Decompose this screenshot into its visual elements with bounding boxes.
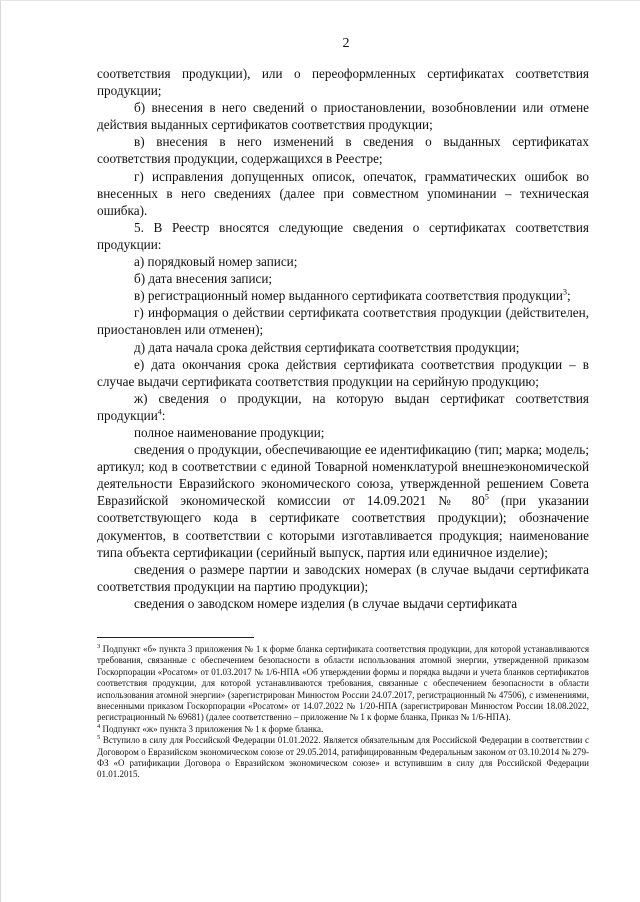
paragraph-text: г) исправления допущенных описок, опечаток, грамматических ошибок во внесенных в него сведениях (далее при совместном упоминании – техническая ошибка).	[97, 168, 589, 218]
paragraph	[97, 424, 589, 441]
paragraph-text: соответствия продукции), или о переоформленных сертификатах соответствия продукции;	[97, 66, 589, 99]
paragraph-text: д) дата начала срока действия сертификата соответствия продукции;	[134, 339, 520, 355]
paragraph-text: сведения о продукции, обеспечивающие ее идентификацию (тип; марка; модель; артикул; код в соответствии с единой Товарной номенклатурой внешнеэкономической деятельности Евразийского экономического союза, утвержденной решением Совета Евразийской экономической комиссии от 14.09.2021 № 80	[97, 442, 589, 509]
paragraph-text: в) регистрационный номер выданного сертификата соответствия продукции	[134, 288, 563, 304]
document-body	[97, 65, 589, 612]
footnote	[97, 735, 589, 781]
paragraph-text: сведения о заводском номере изделия (в случае выдачи сертификата	[134, 595, 518, 611]
footnote-reference: 4	[157, 407, 162, 417]
footnote-mark: 5	[97, 734, 101, 742]
paragraph	[97, 561, 589, 595]
paragraph	[97, 133, 589, 167]
paragraph	[97, 356, 589, 390]
paragraph	[97, 219, 589, 253]
paragraph	[97, 339, 589, 356]
paragraph	[97, 287, 589, 304]
paragraph	[97, 99, 589, 133]
footnote	[97, 644, 589, 724]
paragraph-text: ж) сведения о продукции, на которую выдан сертификат соответствия продукции	[97, 390, 589, 423]
paragraph-text: 5. В Реестр вносятся следующие сведения о сертификатах соответствия продукции:	[97, 219, 589, 252]
paragraph-text-continued: (при указании соответствующего кода в сертификате соответствия продукции); обозначение документов, в соответствии с которыми изготавливается продукция; наименование типа объекта сертификации (серийный выпуск, партия или единичное изделие);	[97, 493, 589, 560]
footnote-mark: 3	[97, 643, 101, 650]
paragraph	[97, 270, 589, 287]
paragraph-text: полное наименование продукции;	[134, 424, 325, 440]
page-number: 2	[342, 36, 350, 51]
footnotes	[97, 644, 589, 781]
paragraph-text: е) дата окончания срока действия сертификата соответствия продукции – в случае выдачи сертификата соответствия продукции на серийную продукцию;	[97, 356, 589, 389]
paragraph-text: в) внесения в него изменений в сведения о выданных сертификатах соответствия продукции, содержащихся в Реестре;	[97, 134, 589, 167]
footnote-separator	[97, 637, 254, 638]
paragraph	[97, 304, 589, 338]
footnote-text: Подпункт «б» пункта 3 приложения № 1 к форме бланка сертификата соответствия продукции, для которой устанавливаются требования, связанные с обеспечением безопасности в области использования атомной энергии, утвержденной приказом Госкорпорации «Росатом» от 01.03.2017 № 1/6-НПА «Об утверждении формы и порядка выдачи и учета бланков сертификатов соответствия продукции, для которой устанавливаются требования, связанные с обеспечением безопасности в области использования атомной энергии» (зарегистрирован Минюстом России 24.07.2017, регистрационный № 47506), с изменениями, внесенными приказом Госкорпорации «Росатом» от 14.07.2022 № 1/20-НПА (зарегистрирован Минюстом России 18.08.2022, регистрационный № 69681) (далее соответственно – приложение № 1 к форме бланка, Приказ № 1/6-НПА).	[97, 644, 589, 723]
paragraph-text-continued: ;	[566, 288, 571, 304]
paragraph-text: б) внесения в него сведений о приостановлении, возобновлении или отмене действия выданных сертификатов соответствия продукции;	[97, 100, 589, 133]
paragraph	[97, 595, 589, 612]
paragraph-text-continued: :	[161, 407, 166, 423]
footnote-reference: 5	[484, 492, 489, 502]
paragraph	[97, 168, 589, 219]
paragraph-text: г) информация о действии сертификата соответствия продукции (действителен, приостановлен или отменен);	[97, 305, 589, 338]
paragraph	[97, 65, 589, 99]
paragraph	[97, 390, 589, 424]
footnote-mark: 4	[97, 722, 101, 730]
footnote-text: Вступило в силу для Российской Федерации 01.01.2022. Является обязательным для Российской Федерации в соответствии с Договором о Евразийском экономическом союзе от 29.05.2014, ратифицированным Федеральным законом от 03.10.2014 № 279-ФЗ «О ратификации Договора о Евразийском экономическом союзе» и вступившим в силу для Российской Федерации 01.01.2015.	[97, 735, 589, 780]
paragraph	[97, 441, 589, 561]
footnote-reference: 3	[562, 287, 567, 297]
paragraph	[97, 253, 589, 270]
footnote-text: Подпункт «ж» пункта 3 приложения № 1 к форме бланка.	[100, 723, 324, 734]
paragraph-text: сведения о размере партии и заводских номерах (в случае выдачи сертификата соответствия продукции на партию продукции);	[97, 561, 589, 594]
footnote	[97, 724, 589, 735]
paragraph-text: б) дата внесения записи;	[134, 271, 273, 287]
paragraph-text: а) порядковый номер записи;	[134, 254, 298, 270]
